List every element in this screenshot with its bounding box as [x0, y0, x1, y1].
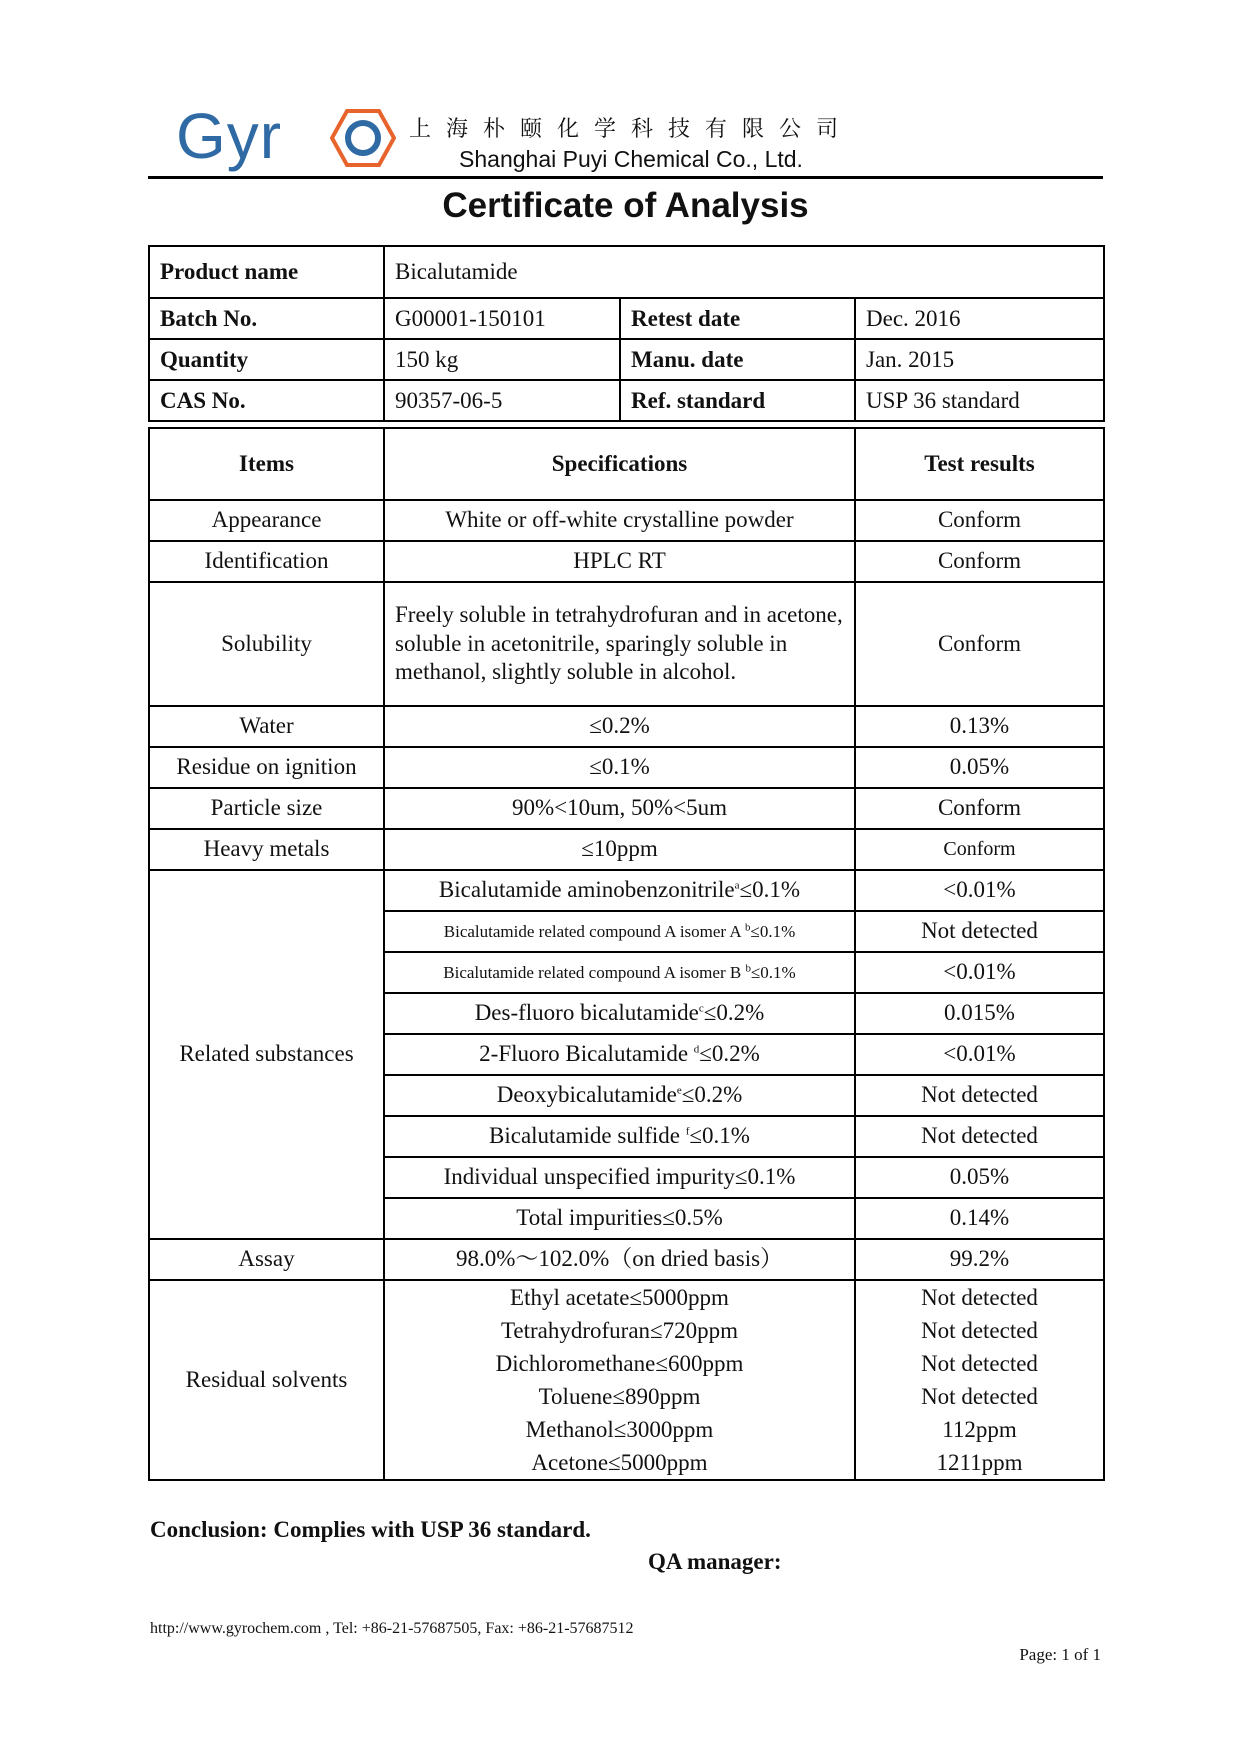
related-spec-cell [384, 993, 855, 1034]
items-header: Items [149, 428, 384, 500]
result-cell: <0.01% [855, 1034, 1104, 1075]
manu-date-value: Jan. 2015 [855, 339, 1104, 380]
assay-row [149, 1239, 1104, 1280]
result-cell: Not detected [855, 1075, 1104, 1116]
result-cell: Conform [855, 582, 1104, 706]
residual-solvents-row [149, 1280, 1104, 1480]
related-spec-cell [384, 911, 855, 952]
related-spec-cell [384, 952, 855, 993]
result-cell: <0.01% [855, 870, 1104, 911]
quantity-value: 150 kg [384, 339, 620, 380]
substance-limit: ≤0.1% [689, 1123, 750, 1149]
list-item: Toluene≤890ppm [538, 1384, 701, 1409]
item-cell: Assay [149, 1239, 384, 1280]
table-row [149, 747, 1104, 788]
page-number: Page: 1 of 1 [1019, 1645, 1101, 1664]
spec-cell: 90%<10um, 50%<5um [384, 788, 855, 829]
document-title: Certificate of Analysis [442, 186, 809, 225]
ref-standard-value: USP 36 standard [855, 380, 1104, 421]
substance-name: Bicalutamide related compound A isomer A [443, 921, 745, 941]
substance-limit: ≤0.1% [739, 877, 801, 903]
cas-row [149, 380, 1104, 421]
result-cell: 99.2% [855, 1239, 1104, 1280]
product-name-label: Product name [149, 246, 384, 298]
retest-label: Retest date [620, 298, 855, 339]
list-item: Tetrahydrofuran≤720ppm [500, 1318, 739, 1343]
footer-contact: http://www.gyrochem.com , Tel: +86-21-57687505, Fax: +86-21-57687512 [150, 1620, 634, 1637]
related-substances-item: Related substances [149, 870, 384, 1239]
substance-name: Bicalutamide sulfide [489, 1123, 686, 1149]
substance-limit: ≤0.1% [750, 921, 796, 941]
list-item: Dichloromethane≤600ppm [495, 1351, 744, 1376]
item-cell: Particle size [149, 788, 384, 829]
table-row [149, 706, 1104, 747]
footnote-mark: b [745, 962, 751, 975]
result-cell: 0.05% [855, 1157, 1104, 1198]
quantity-label: Quantity [149, 339, 384, 380]
result-cell: 0.015% [855, 993, 1104, 1034]
related-spec-cell [384, 870, 855, 911]
substance-name: Individual unspecified impurity [443, 1164, 735, 1190]
spec-cell: 98.0%～102.0%（on dried basis） [384, 1239, 855, 1280]
retest-value: Dec. 2016 [855, 298, 1104, 339]
item-cell: Appearance [149, 500, 384, 541]
substance-limit: ≤0.2% [681, 1082, 743, 1108]
result-cell: Conform [855, 541, 1104, 582]
table-row [149, 500, 1104, 541]
result-cell: 0.14% [855, 1198, 1104, 1239]
result-cell: 0.05% [855, 747, 1104, 788]
header-rule [148, 176, 1103, 179]
footnote-mark: b [744, 921, 751, 934]
substance-limit: ≤0.1% [734, 1164, 796, 1190]
item-cell: Water [149, 706, 384, 747]
related-spec-cell [384, 1075, 855, 1116]
footnote-mark: d [693, 1043, 700, 1056]
spec-cell: ≤10ppm [384, 829, 855, 870]
manu-date-label: Manu. date [620, 339, 855, 380]
result-cell: Not detected [855, 1116, 1104, 1157]
list-item: Ethyl acetate≤5000ppm [510, 1285, 729, 1310]
footnote-mark: c [698, 1002, 704, 1015]
item-cell: Residual solvents [149, 1280, 384, 1480]
spec-header-row [149, 428, 1104, 500]
conclusion-text: Conclusion: Complies with USP 36 standard. [150, 1517, 591, 1542]
ref-standard-label: Ref. standard [620, 380, 855, 421]
result-cell: <0.01% [855, 952, 1104, 993]
product-name-row [149, 246, 1104, 298]
logo-text: Gyr [176, 100, 283, 172]
spec-cell: HPLC RT [384, 541, 855, 582]
spec-cell: Freely soluble in tetrahydrofuran and in acetone, soluble in acetonitrile, sparingly soluble in methanol, slightly soluble in alcohol. [384, 582, 855, 706]
footnote-mark: a [734, 879, 740, 892]
cas-value: 90357-06-5 [384, 380, 620, 421]
list-item: Not detected [921, 1318, 1038, 1343]
substance-name: Bicalutamide aminobenzonitrile [438, 877, 735, 903]
batch-value: G00001-150101 [384, 298, 620, 339]
spec-cell: ≤0.2% [384, 706, 855, 747]
batch-row [149, 298, 1104, 339]
solvent-result-list [855, 1280, 1104, 1480]
specification-table [148, 427, 1105, 1481]
list-item: Not detected [921, 1384, 1038, 1409]
company-name-chinese: 上海朴颐化学科技有限公司 [408, 117, 853, 142]
substance-name: Des-fluoro bicalutamide [474, 1000, 699, 1026]
substance-limit: ≤0.5% [662, 1205, 723, 1231]
list-item: Methanol≤3000ppm [525, 1417, 714, 1442]
substance-limit: ≤0.2% [699, 1041, 760, 1067]
related-spec-cell [384, 1157, 855, 1198]
table-row [149, 829, 1104, 870]
table-row [149, 541, 1104, 582]
qa-manager-label: QA manager: [648, 1549, 782, 1574]
result-cell: Conform [855, 500, 1104, 541]
related-substance-row [149, 870, 1104, 911]
results-header: Test results [855, 428, 1104, 500]
substance-name: Bicalutamide related compound A isomer B [443, 962, 746, 982]
spec-cell: White or off-white crystalline powder [384, 500, 855, 541]
item-cell: Residue on ignition [149, 747, 384, 788]
list-item: 1211ppm [936, 1450, 1023, 1475]
result-cell: Conform [855, 829, 1104, 870]
related-spec-cell [384, 1034, 855, 1075]
substance-name: Total impurities [516, 1205, 663, 1231]
substance-name: 2-Fluoro Bicalutamide [479, 1041, 694, 1067]
result-cell: 0.13% [855, 706, 1104, 747]
company-name-english: Shanghai Puyi Chemical Co., Ltd. [459, 146, 803, 172]
batch-label: Batch No. [149, 298, 384, 339]
footnote-mark: e [676, 1084, 682, 1097]
letterhead [148, 96, 1103, 178]
list-item: Not detected [921, 1351, 1038, 1376]
list-item: Acetone≤5000ppm [531, 1450, 708, 1475]
list-item: Not detected [921, 1285, 1038, 1310]
item-cell: Heavy metals [149, 829, 384, 870]
specifications-header: Specifications [384, 428, 855, 500]
item-cell: Identification [149, 541, 384, 582]
product-name-value: Bicalutamide [384, 246, 1104, 298]
hexagon-logo-icon [330, 108, 396, 168]
quantity-row [149, 339, 1104, 380]
result-cell: Conform [855, 788, 1104, 829]
table-row [149, 582, 1104, 706]
substance-limit: ≤0.1% [750, 962, 796, 982]
result-cell: Not detected [855, 911, 1104, 952]
table-row [149, 788, 1104, 829]
list-item: 112ppm [942, 1417, 1017, 1442]
item-cell: Solubility [149, 582, 384, 706]
related-spec-cell [384, 1198, 855, 1239]
solvent-spec-list [384, 1280, 855, 1480]
related-spec-cell [384, 1116, 855, 1157]
footnote-mark: f [685, 1125, 690, 1138]
product-info-table [148, 245, 1105, 422]
substance-name: Deoxybicalutamide [496, 1082, 677, 1108]
spec-cell: ≤0.1% [384, 747, 855, 788]
substance-limit: ≤0.2% [703, 1000, 765, 1026]
cas-label: CAS No. [149, 380, 384, 421]
